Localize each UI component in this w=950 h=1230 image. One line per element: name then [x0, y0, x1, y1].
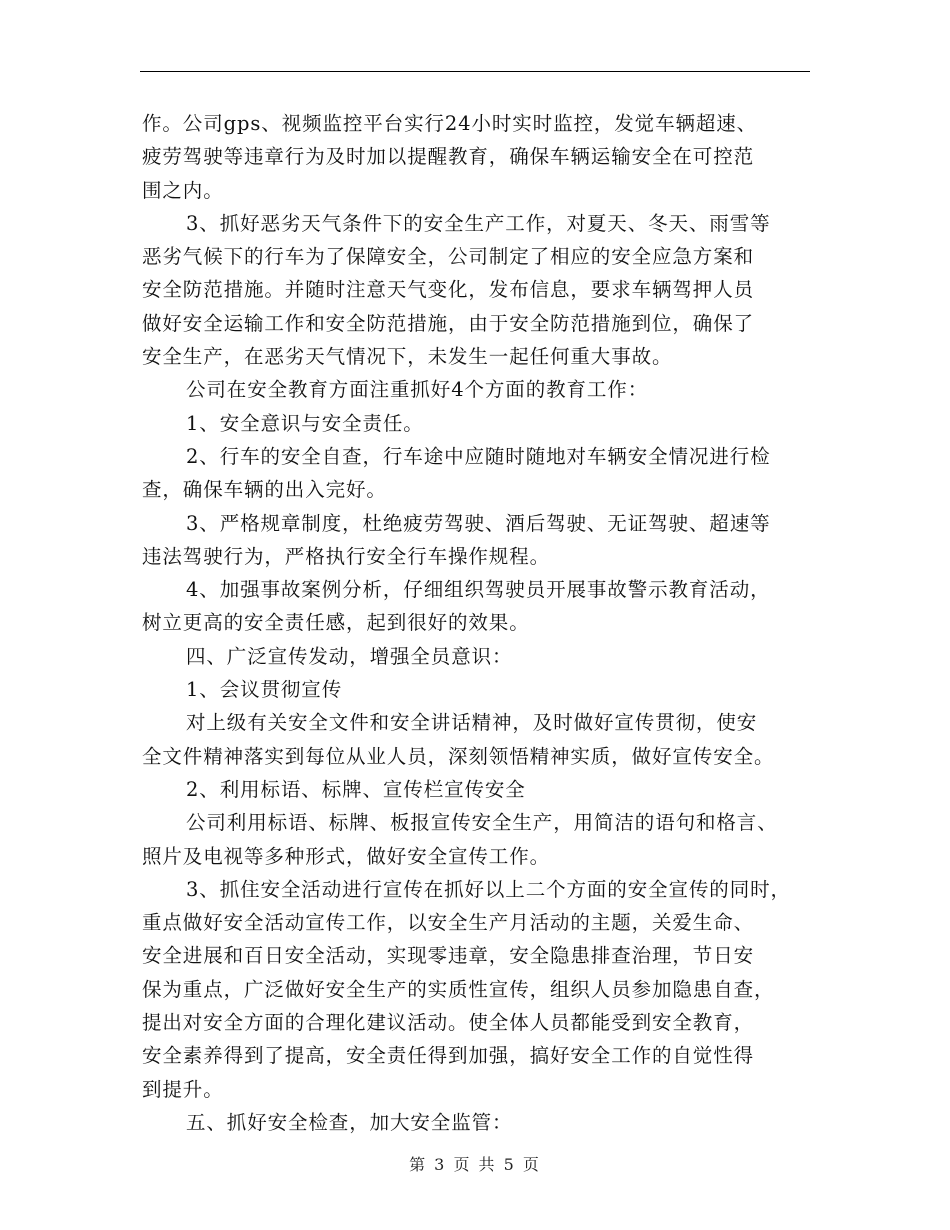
body-line-23: 照片及电视等多种形式，做好安全宣传工作。: [142, 844, 551, 868]
document-body: [142, 107, 822, 1139]
header-rule: [140, 71, 810, 72]
body-line-26: 安全进展和百日安全活动，实现零违章，安全隐患排查治理，节日安: [142, 944, 755, 968]
body-line-3: 围之内。: [142, 178, 224, 202]
body-line-31: 五、抓好安全检查，加大安全监管：: [186, 1110, 513, 1134]
body-line-8: 安全生产，在恶劣天气情况下，未发生一起任何重大事故。: [142, 345, 673, 369]
body-line-6: 安全防范措施。并随时注意天气变化，发布信息，要求车辆驾押人员: [142, 278, 755, 302]
body-line-16: 树立更高的安全责任感，起到很好的效果。: [142, 611, 530, 635]
body-line-5: 恶劣气候下的行车为了保障安全，公司制定了相应的安全应急方案和: [142, 245, 755, 269]
body-line-4: 3、抓好恶劣天气条件下的安全生产工作，对夏天、冬天、雨雪等: [186, 211, 771, 235]
body-line-7: 做好安全运输工作和安全防范措施，由于安全防范措施到位，确保了: [142, 311, 755, 335]
body-line-9: 公司在安全教育方面注重抓好4个方面的教育工作：: [186, 378, 649, 402]
body-line-10: 1、安全意识与安全责任。: [186, 411, 424, 435]
body-line-1: 作。公司gps、视频监控平台实行24小时实时监控，发觉车辆超速、: [142, 112, 758, 135]
body-line-15: 4、加强事故案例分析，仔细组织驾驶员开展事故警示教育活动，: [186, 578, 771, 602]
body-line-13: 3、严格规章制度，杜绝疲劳驾驶、酒后驾驶、无证驾驶、超速等: [186, 511, 771, 535]
body-line-18: 1、会议贯彻宣传: [186, 678, 343, 702]
body-line-11: 2、行车的安全自查，行车途中应随时随地对车辆安全情况进行检: [186, 444, 771, 468]
page-footer: 第 3 页 共 5 页: [409, 1155, 541, 1174]
body-line-2: 疲劳驾驶等违章行为及时加以提醒教育，确保车辆运输安全在可控范: [142, 145, 755, 169]
body-line-21: 2、利用标语、标牌、宣传栏宣传安全: [186, 777, 526, 801]
body-line-19: 对上级有关安全文件和安全讲话精神，及时做好宣传贯彻，使安: [186, 711, 758, 735]
body-line-27: 保为重点，广泛做好安全生产的实质性宣传，组织人员参加隐患自查，: [142, 977, 775, 1001]
body-line-30: 到提升。: [142, 1077, 224, 1101]
body-line-20: 全文件精神落实到每位从业人员，深刻领悟精神实质，做好宣传安全。: [142, 744, 775, 768]
body-line-28: 提出对安全方面的合理化建议活动。使全体人员都能受到安全教育，: [142, 1011, 755, 1035]
body-line-22: 公司利用标语、标牌、板报宣传安全生产，用简洁的语句和格言、: [186, 811, 778, 835]
body-line-14: 违法驾驶行为，严格执行安全行车操作规程。: [142, 544, 551, 568]
body-line-17: 四、广泛宣传发动，增强全员意识：: [186, 644, 513, 668]
body-line-12: 查，确保车辆的出入完好。: [142, 478, 387, 502]
body-line-29: 安全素养得到了提高，安全责任得到加强，搞好安全工作的自觉性得: [142, 1044, 755, 1068]
body-line-25: 重点做好安全活动宣传工作，以安全生产月活动的主题，关爱生命、: [142, 911, 755, 935]
body-line-24: 3、抓住安全活动进行宣传在抓好以上二个方面的安全宣传的同时，: [186, 877, 791, 901]
